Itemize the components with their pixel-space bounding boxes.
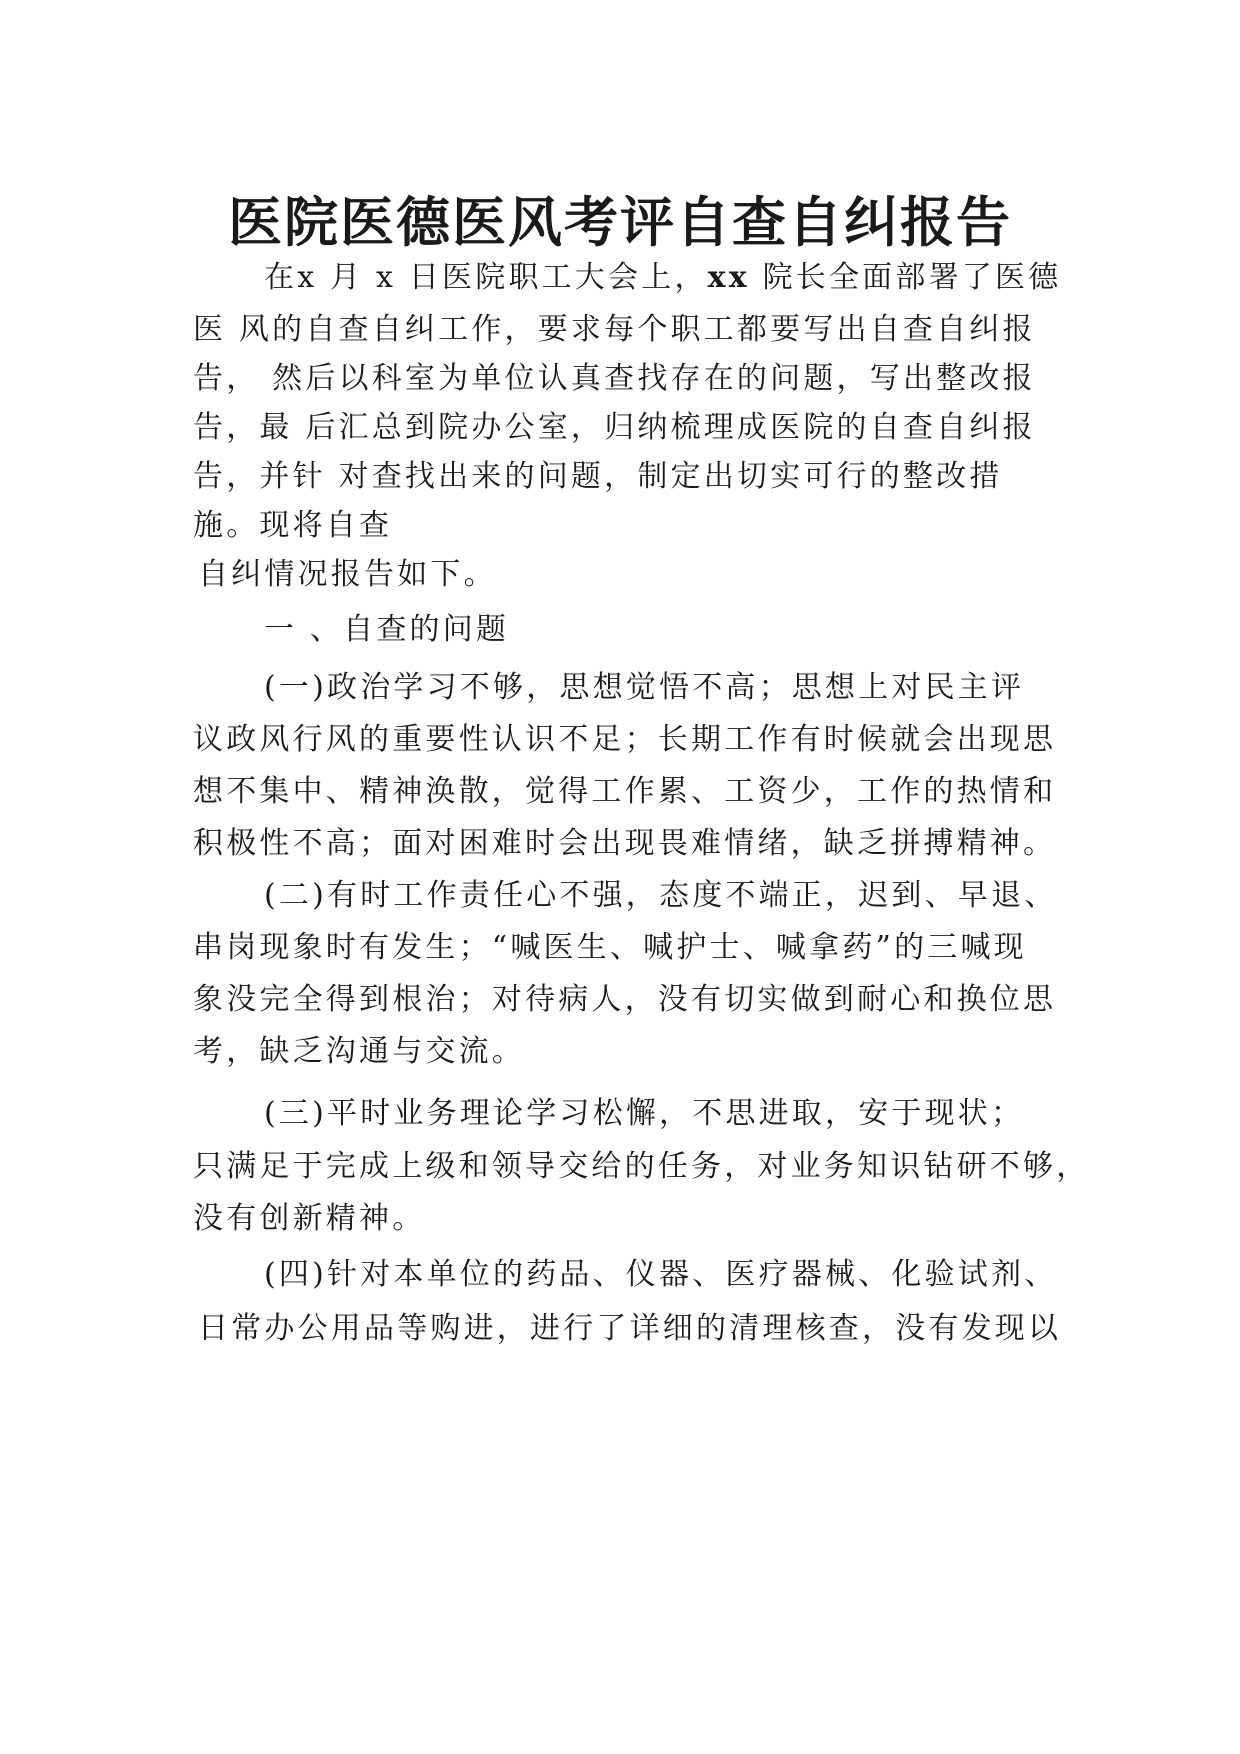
item3-line-2: 只满足于完成上级和领导交给的任务，对业务知识钻研不够， xyxy=(193,1149,1090,1184)
item2-line-2: 串岗现象时有发生；“喊医生、喊护士、喊拿药”的三喊现 xyxy=(193,930,1027,965)
intro-line-7: 自纠情况报告如下。 xyxy=(198,557,497,592)
intro-line-6: 施。现将自查 xyxy=(193,508,393,543)
item1-line-2: 议政风行风的重要性认识不足；长期工作有时候就会出现思 xyxy=(193,722,1057,757)
item2-line-3: 象没完全得到根治；对待病人，没有切实做到耐心和换位思 xyxy=(193,982,1057,1017)
intro-name-placeholder: xx xyxy=(707,260,750,295)
item2-line-1: (二)有时工作责任心不强，态度不端正，迟到、早退、 xyxy=(264,878,1058,913)
intro-line-4: 告，最 后汇总到院办公室，归纳梳理成医院的自查自纠报 xyxy=(193,410,1036,445)
item1-line-3: 想不集中、精神涣散，觉得工作累、工资少，工作的热情和 xyxy=(193,774,1057,809)
intro-line-1 xyxy=(264,256,1061,300)
item1-line-1: (一)政治学习不够，思想觉悟不高；思想上对民主评 xyxy=(264,670,1025,705)
document-title: 医院医德医风考评自查自纠报告 xyxy=(228,191,1012,254)
item3-line-1: (三)平时业务理论学习松懈，不思进取，安于现状； xyxy=(264,1096,1025,1131)
section-heading: 一 、自查的问题 xyxy=(264,612,510,647)
item2-line-4: 考，缺乏沟通与交流。 xyxy=(193,1034,525,1069)
intro-text: 在x 月 x 日医院职工大会上， xyxy=(264,260,708,295)
item4-line-1: (四)针对本单位的药品、仪器、医疗器械、化验试剂、 xyxy=(264,1257,1058,1292)
item1-line-4: 积极性不高；面对困难时会出现畏难情绪，缺乏拼搏精神。 xyxy=(193,826,1057,861)
intro-text: 院长全面部署了医德 xyxy=(749,260,1062,295)
intro-line-5: 告，并针 对查找出来的问题，制定出切实可行的整改措 xyxy=(193,459,1003,494)
intro-line-3: 告， 然后以科室为单位认真查找存在的问题，写出整改报 xyxy=(193,361,1036,396)
item4-line-2: 日常办公用品等购进，进行了详细的清理核查，没有发现以 xyxy=(198,1311,1062,1346)
intro-line-2: 医 风的自查自纠工作，要求每个职工都要写出自查自纠报 xyxy=(193,312,1036,347)
item3-line-3: 没有创新精神。 xyxy=(193,1201,426,1236)
